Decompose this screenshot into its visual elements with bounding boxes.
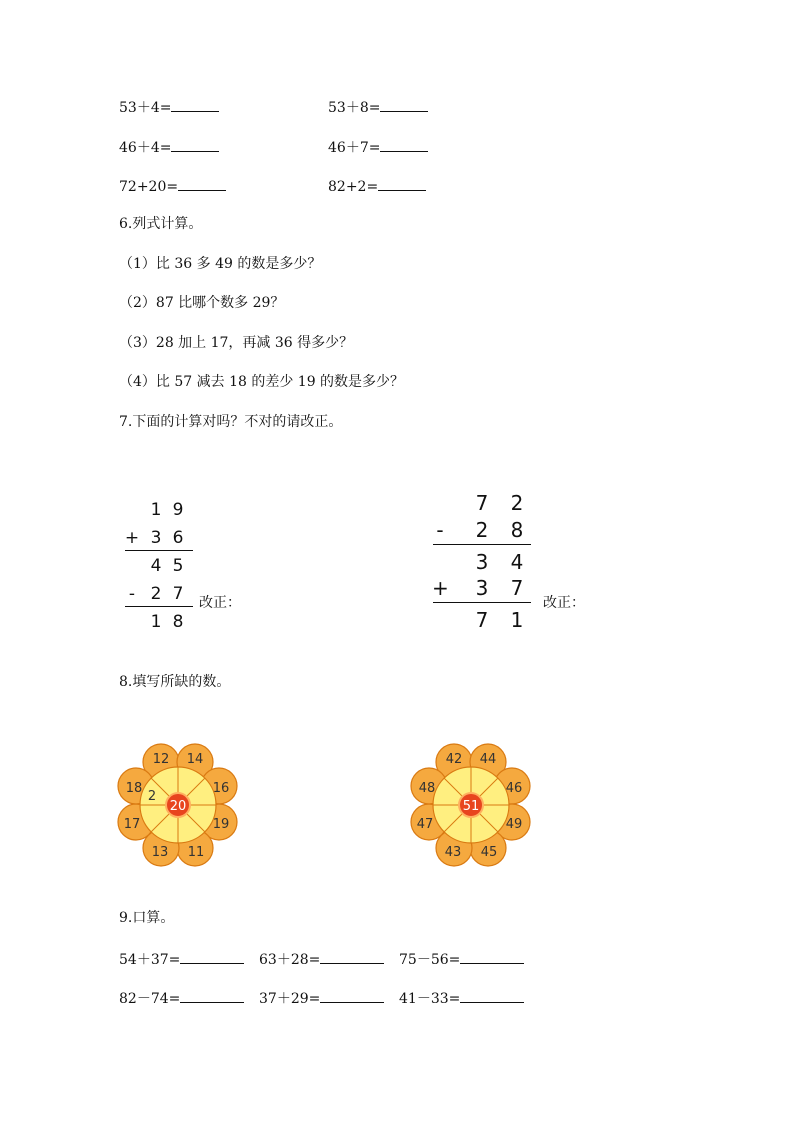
digit: 4: [510, 550, 524, 574]
number-flower-1: [115, 742, 241, 868]
divider-line: [125, 606, 193, 607]
answer-blank[interactable]: [180, 989, 244, 1003]
petal-number: 14: [186, 752, 204, 767]
digit: 7: [172, 584, 184, 604]
center-number: 51: [462, 799, 480, 814]
section-7-title: 7.下面的计算对吗？不对的请改正。: [119, 414, 343, 430]
problem-5: 72+20=: [119, 177, 226, 195]
petal-number: 11: [187, 845, 205, 860]
problem-4: 46＋7=: [328, 138, 428, 156]
petal-number: 43: [444, 845, 462, 860]
digit: 7: [510, 576, 524, 600]
petal-number: 49: [505, 817, 523, 832]
digit: 1: [150, 612, 162, 632]
oral-problem: 37＋29=: [259, 989, 384, 1007]
answer-blank[interactable]: [180, 950, 244, 964]
petal-number: 18: [125, 781, 143, 796]
digit: 2: [510, 491, 524, 515]
problem-1: 53＋4=: [119, 98, 219, 116]
operator: +: [432, 576, 449, 600]
operator: +: [124, 528, 140, 548]
digit: 1: [150, 500, 162, 520]
petal-number: 12: [152, 752, 170, 767]
question-item: （2）87 比哪个数多 29？: [119, 295, 285, 311]
divider-line: [125, 550, 193, 551]
petal-number: 16: [212, 781, 230, 796]
petal-number: 13: [151, 845, 169, 860]
petal-number: 17: [123, 817, 141, 832]
fix-label: 改正：: [199, 595, 241, 611]
operator: -: [436, 518, 444, 542]
digit: 1: [510, 608, 524, 632]
problem-2: 53＋8=: [328, 98, 428, 116]
fix-label: 改正：: [543, 595, 585, 611]
section-6-title: 6.列式计算。: [119, 216, 203, 232]
question-item: （1）比 36 多 49 的数是多少？: [119, 256, 322, 272]
divider-line: [433, 544, 531, 545]
oral-problem: 41－33=: [399, 989, 524, 1007]
digit: 6: [172, 528, 184, 548]
oral-problem: 63＋28=: [259, 950, 384, 968]
question-item: （4）比 57 减去 18 的差少 19 的数是多少？: [119, 374, 405, 390]
digit: 7: [475, 608, 489, 632]
inner-number: 2: [147, 789, 157, 804]
answer-blank[interactable]: [378, 177, 426, 191]
oral-problem: 75－56=: [399, 950, 524, 968]
problem-6: 82+2=: [328, 177, 426, 195]
digit: 7: [475, 491, 489, 515]
digit: 3: [475, 550, 489, 574]
oral-problem: 54＋37=: [119, 950, 244, 968]
divider-line: [433, 602, 531, 603]
question-item: （3）28 加上 17，再减 36 得多少？: [119, 335, 354, 351]
oral-problem: 82－74=: [119, 989, 244, 1007]
section-8-title: 8.填写所缺的数。: [119, 674, 231, 690]
digit: 8: [510, 518, 524, 542]
problem-3: 46＋4=: [119, 138, 219, 156]
answer-blank[interactable]: [320, 950, 384, 964]
answer-blank[interactable]: [380, 138, 428, 152]
digit: 3: [150, 528, 162, 548]
answer-blank[interactable]: [171, 138, 219, 152]
petal-number: 44: [479, 752, 497, 767]
digit: 9: [172, 500, 184, 520]
petal-number: 19: [212, 817, 230, 832]
answer-blank[interactable]: [460, 950, 524, 964]
answer-blank[interactable]: [380, 98, 428, 112]
number-flower-2: [408, 742, 534, 868]
operator: -: [128, 584, 136, 604]
section-9-title: 9.口算。: [119, 910, 175, 926]
petal-number: 46: [505, 781, 523, 796]
petal-number: 48: [418, 781, 436, 796]
answer-blank[interactable]: [320, 989, 384, 1003]
digit: 4: [150, 556, 162, 576]
digit: 5: [172, 556, 184, 576]
answer-blank[interactable]: [460, 989, 524, 1003]
digit: 2: [475, 518, 489, 542]
petal-number: 47: [416, 817, 434, 832]
petal-number: 42: [445, 752, 463, 767]
answer-blank[interactable]: [171, 98, 219, 112]
digit: 3: [475, 576, 489, 600]
center-number: 20: [169, 799, 187, 814]
answer-blank[interactable]: [178, 177, 226, 191]
petal-number: 45: [480, 845, 498, 860]
digit: 2: [150, 584, 162, 604]
digit: 8: [172, 612, 184, 632]
